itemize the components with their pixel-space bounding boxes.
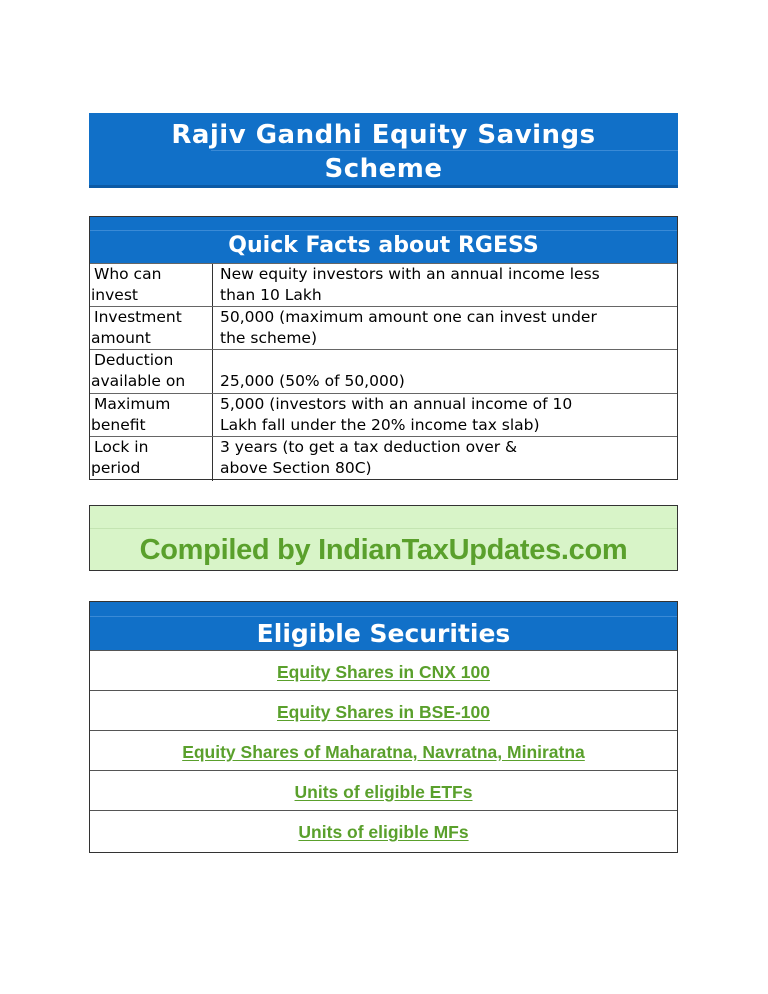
row-value [220, 437, 673, 479]
row-value-line: 3 years (to get a tax deduction over & [220, 438, 518, 456]
row-label-line: invest [91, 286, 138, 304]
row-label-line: Maximum [94, 395, 171, 413]
compiled-by-divider [90, 528, 677, 529]
security-link[interactable]: Units of eligible ETFs [294, 782, 473, 802]
row-value [220, 307, 673, 349]
list-item[interactable] [90, 730, 677, 771]
page-title-line-2: Scheme [324, 154, 443, 184]
compiled-by-banner [89, 505, 678, 571]
row-label-line: Investment [94, 308, 182, 326]
table-row [90, 393, 677, 437]
row-value-line: 50,000 (maximum amount one can invest under [220, 308, 597, 326]
table-row [90, 263, 677, 307]
row-value-line: the scheme) [220, 329, 318, 347]
list-item[interactable] [90, 650, 677, 691]
quick-facts-table [89, 216, 678, 480]
security-link[interactable]: Equity Shares in BSE-100 [277, 702, 490, 722]
row-label-line: benefit [91, 416, 146, 434]
list-item[interactable] [90, 770, 677, 811]
title-banner [89, 113, 678, 188]
row-label-line: amount [91, 329, 151, 347]
row-value-line: than 10 Lakh [220, 286, 322, 304]
quick-facts-header [90, 217, 677, 263]
table-row [90, 306, 677, 350]
eligible-securities-header [90, 602, 677, 650]
table-row [90, 349, 677, 394]
eligible-securities-header-strip [90, 602, 677, 617]
row-value [220, 264, 673, 306]
row-value [220, 394, 673, 436]
quick-facts-heading: Quick Facts about RGESS [228, 233, 539, 258]
row-value-line: New equity investors with an annual income less [220, 265, 600, 283]
security-link[interactable]: Equity Shares in CNX 100 [277, 662, 490, 682]
row-value-line [220, 350, 673, 371]
page-title [89, 118, 678, 186]
row-value-line: Lakh fall under the 20% income tax slab) [220, 416, 540, 434]
eligible-securities-heading: Eligible Securities [256, 619, 511, 648]
row-label [90, 350, 213, 394]
compiled-by-text: Compiled by IndianTaxUpdates.com [139, 534, 628, 566]
page-title-line-1: Rajiv Gandhi Equity Savings [171, 120, 596, 150]
list-item[interactable] [90, 810, 677, 851]
row-label-line: period [91, 459, 141, 477]
row-value-line: 5,000 (investors with an annual income of 10 [220, 395, 573, 413]
row-label-line: Lock in [94, 438, 149, 456]
security-link[interactable]: Equity Shares of Maharatna, Navratna, Miniratna [182, 742, 585, 762]
security-link[interactable]: Units of eligible MFs [298, 822, 469, 842]
row-label [90, 437, 213, 481]
row-value-line: above Section 80C) [220, 459, 372, 477]
row-label-line: available on [91, 372, 186, 390]
quick-facts-header-strip [90, 217, 677, 231]
row-label-line: Who can [94, 265, 162, 283]
table-row [90, 436, 677, 481]
eligible-securities-table [89, 601, 678, 853]
row-label [90, 264, 213, 307]
row-value [220, 350, 673, 392]
row-label [90, 307, 213, 350]
row-value-line: 25,000 (50% of 50,000) [220, 372, 405, 390]
row-label-line: Deduction [94, 351, 174, 369]
list-item[interactable] [90, 690, 677, 731]
row-label [90, 394, 213, 437]
